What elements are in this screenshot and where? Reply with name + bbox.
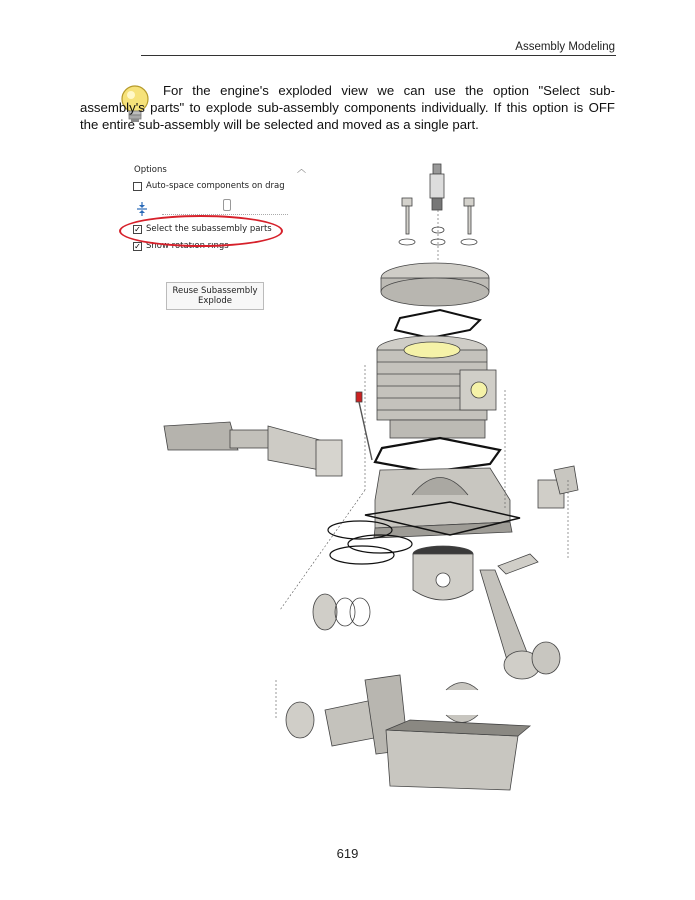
- select-subassembly-label: Select the subassembly parts: [146, 224, 272, 234]
- auto-space-checkbox[interactable]: [133, 182, 142, 191]
- page-number: 619: [336, 846, 359, 861]
- auto-space-label: Auto-space components on drag: [146, 181, 285, 191]
- collapse-chevron-icon[interactable]: ︿: [296, 165, 306, 175]
- spacing-icon: [136, 202, 148, 216]
- tip-paragraph: [80, 82, 615, 133]
- show-rotation-label: Show rotation rings: [146, 242, 229, 251]
- show-rotation-checkbox[interactable]: ✓: [134, 242, 141, 251]
- reuse-button-line1: Reuse Subassembly: [172, 286, 258, 296]
- tip-text: For the engine's exploded view we can use the option "Select sub-assembly's parts" to explode sub-assembly components individually. If this option is OFF the entire sub-assembly will be selected and moved as a single part.: [80, 83, 615, 132]
- select-subassembly-checkbox[interactable]: ✓: [134, 224, 141, 234]
- options-title: Options: [134, 165, 167, 175]
- chapter-title: Assembly Modeling: [515, 41, 615, 53]
- reuse-button-line2: Explode: [198, 296, 232, 306]
- exploded-engine-illustration: [150, 150, 590, 810]
- header-divider: [141, 55, 616, 56]
